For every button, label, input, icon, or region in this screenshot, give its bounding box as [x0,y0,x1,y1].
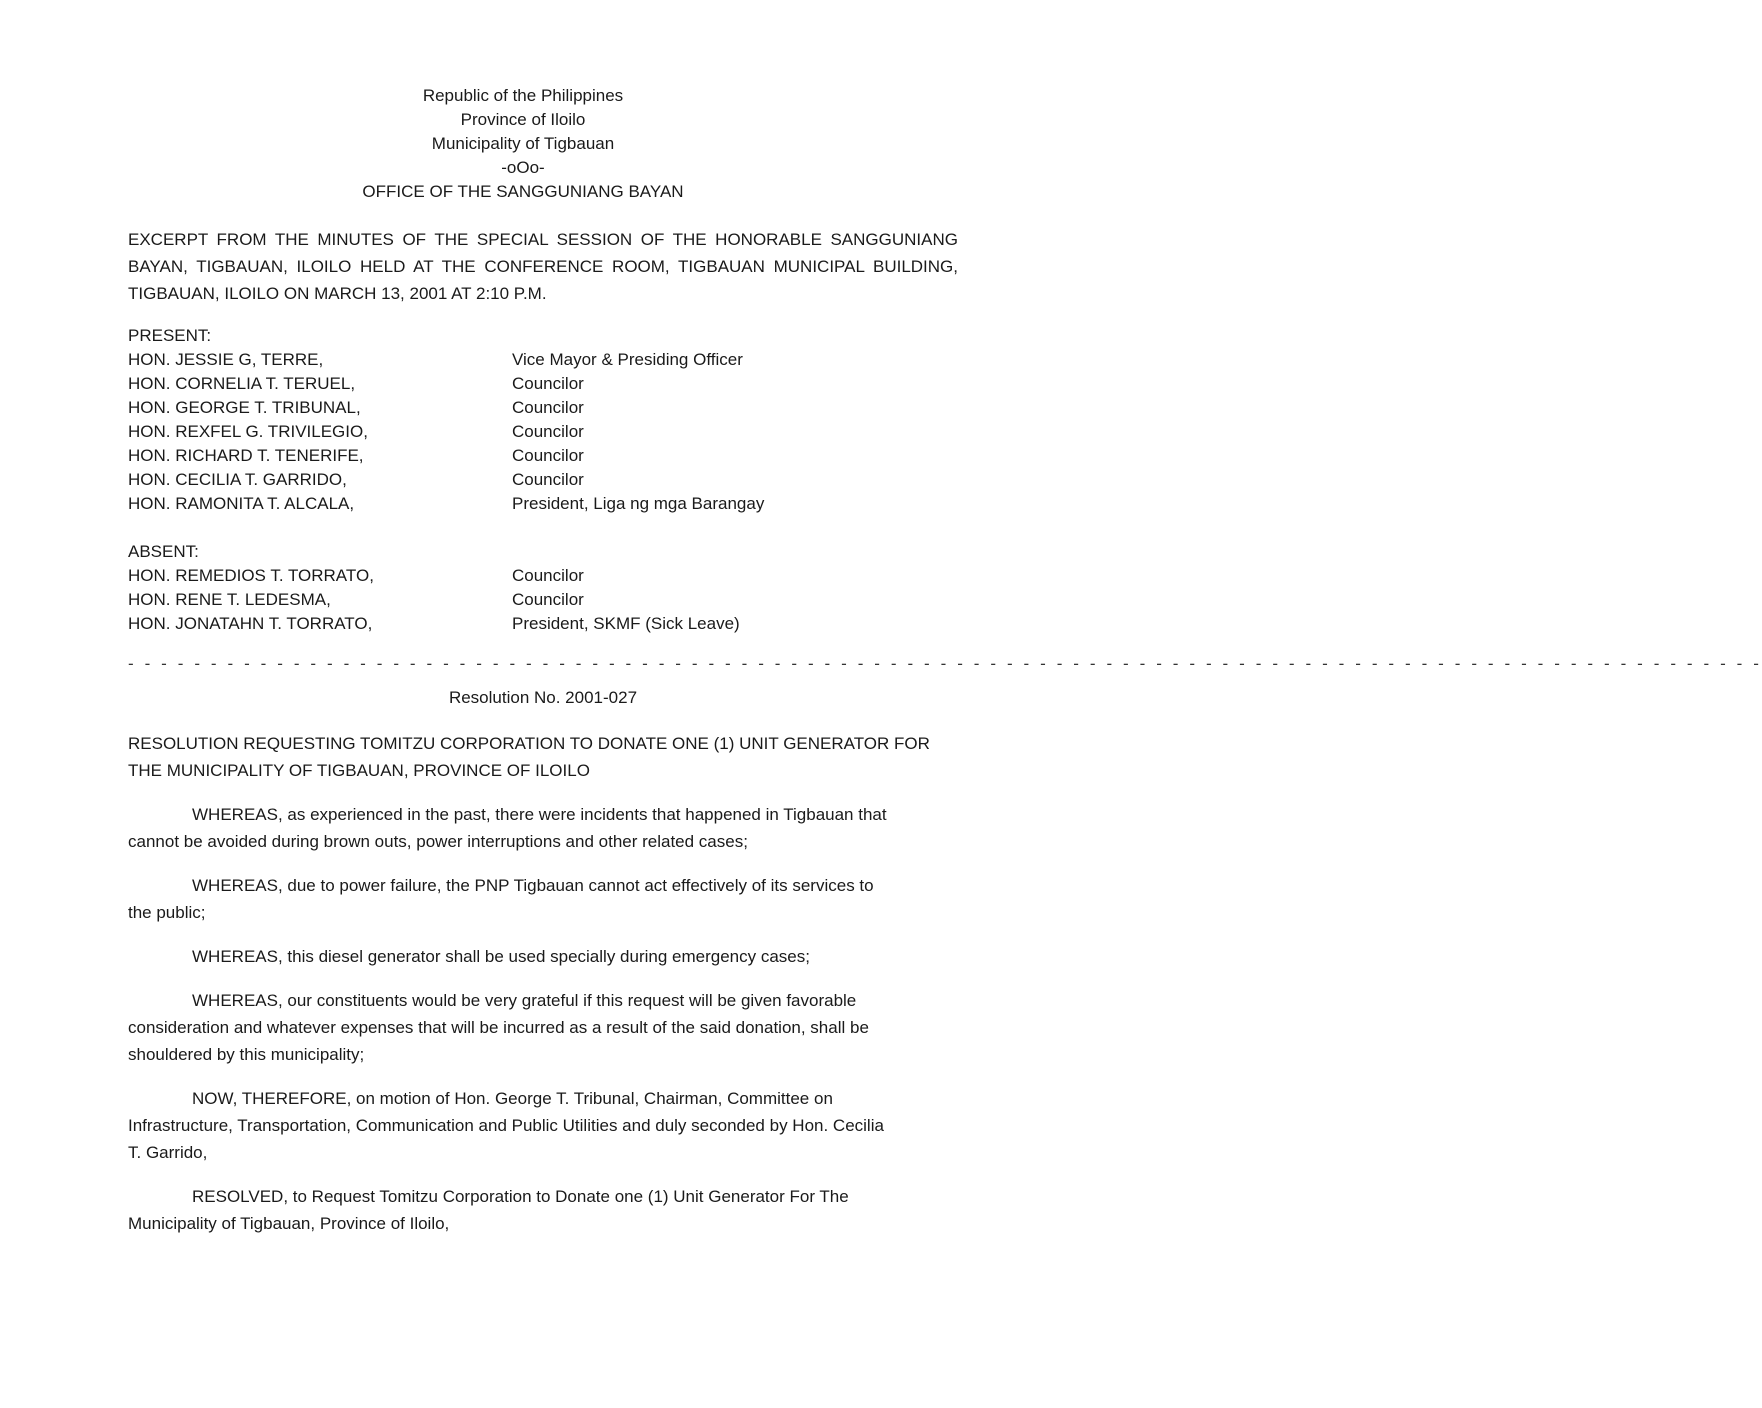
member-name: HON. CECILIA T. GARRIDO, [128,470,347,489]
header-separator: -oOo- [501,158,545,177]
member-name: HON. GEORGE T. TRIBUNAL, [128,398,361,417]
document-header [88,84,958,204]
present-member-row [128,348,958,372]
member-name: HON. RENE T. LEDESMA, [128,590,331,609]
paragraph-line: the public; [128,903,206,922]
excerpt-paragraph [128,226,958,307]
member-role: President, SKMF (Sick Leave) [512,614,740,633]
paragraph-line: consideration and whatever expenses that will be incurred as a result of the said donation, shall be [128,1018,869,1037]
paragraph-line: WHEREAS, our constituents would be very grateful if this request will be given favorable [192,991,857,1010]
dashed-divider: - - - - - - - - - - - - - - - - - - - - - - - - - - - - - - - - - - - - - - - - - - - - - - - - - - - - - - - - - - - - - - - - - - - - - - - - - - - - - - - - - - - - - - - - - - - - - - - - - - - [128,654,1762,673]
paragraph-line: RESOLVED, to Request Tomitzu Corporation to Donate one (1) Unit Generator For The [192,1187,849,1206]
member-role: Councilor [512,422,584,441]
header-province: Province of Iloilo [460,110,586,129]
paragraph-line: WHEREAS, as experienced in the past, there were incidents that happened in Tigbauan that [192,805,887,824]
paragraph-line: T. Garrido, [128,1143,208,1162]
resolution-title [128,730,958,784]
resolved-paragraph [128,1183,958,1237]
header-municipality: Municipality of Tigbauan [431,134,615,153]
resolution-title-line-2: THE MUNICIPALITY OF TIGBAUAN, PROVINCE OF ILOILO [128,761,590,780]
paragraph-line: WHEREAS, due to power failure, the PNP Tigbauan cannot act effectively of its services to [192,876,874,895]
member-role: President, Liga ng mga Barangay [512,494,765,513]
absent-title: ABSENT: [128,542,199,561]
paragraph-line: shouldered by this municipality; [128,1045,365,1064]
paragraph-line: NOW, THEREFORE, on motion of Hon. George T. Tribunal, Chairman, Committee on [192,1089,833,1108]
absent-member-row [128,588,958,612]
header-republic: Republic of the Philippines [422,86,624,105]
resolution-number: Resolution No. 2001-027 [448,688,638,707]
member-name: HON. JESSIE G, TERRE, [128,350,324,369]
member-name: HON. REXFEL G. TRIVILEGIO, [128,422,368,441]
present-title: PRESENT: [128,326,212,345]
member-name: HON. REMEDIOS T. TORRATO, [128,566,374,585]
member-role: Councilor [512,398,584,417]
member-role: Councilor [512,446,584,465]
whereas-paragraph-4 [128,987,958,1068]
roster-gap [128,516,958,540]
member-role: Councilor [512,470,584,489]
member-role: Councilor [512,374,584,393]
member-role: Councilor [512,566,584,585]
absent-member-row [128,612,958,636]
document-page [128,84,1762,1237]
present-member-row [128,396,958,420]
absent-member-row [128,564,958,588]
therefore-paragraph [128,1085,958,1166]
member-role: Councilor [512,590,584,609]
excerpt-line-3: TIGBAUAN, ILOILO ON MARCH 13, 2001 AT 2:10 P.M. [128,284,547,303]
attendance-roster [128,324,958,636]
member-name: HON. CORNELIA T. TERUEL, [128,374,356,393]
paragraph-line: cannot be avoided during brown outs, power interruptions and other related cases; [128,832,748,851]
present-member-row [128,492,958,516]
excerpt-line-2: BAYAN, TIGBAUAN, ILOILO HELD AT THE CONFERENCE ROOM, TIGBAUAN MUNICIPAL BUILDING, [128,257,958,276]
whereas-paragraph-2 [128,872,958,926]
header-office: OFFICE OF THE SANGGUNIANG BAYAN [362,182,684,201]
whereas-paragraph-3 [128,943,958,970]
member-name: HON. RAMONITA T. ALCALA, [128,494,355,513]
present-member-row [128,444,958,468]
present-member-row [128,468,958,492]
present-member-row [128,372,958,396]
paragraph-line: WHEREAS, this diesel generator shall be used specially during emergency cases; [192,947,810,966]
member-role: Vice Mayor & Presiding Officer [512,350,743,369]
whereas-paragraph-1 [128,801,958,855]
paragraph-line: Infrastructure, Transportation, Communication and Public Utilities and duly seconded by Hon. Cecilia [128,1116,884,1135]
member-name: HON. JONATAHN T. TORRATO, [128,614,373,633]
member-name: HON. RICHARD T. TENERIFE, [128,446,364,465]
paragraph-line: Municipality of Tigbauan, Province of Iloilo, [128,1214,450,1233]
present-member-row [128,420,958,444]
resolution-title-line-1: RESOLUTION REQUESTING TOMITZU CORPORATION TO DONATE ONE (1) UNIT GENERATOR FOR [128,734,930,753]
excerpt-line-1: EXCERPT FROM THE MINUTES OF THE SPECIAL SESSION OF THE HONORABLE SANGGUNIANG [128,230,958,249]
